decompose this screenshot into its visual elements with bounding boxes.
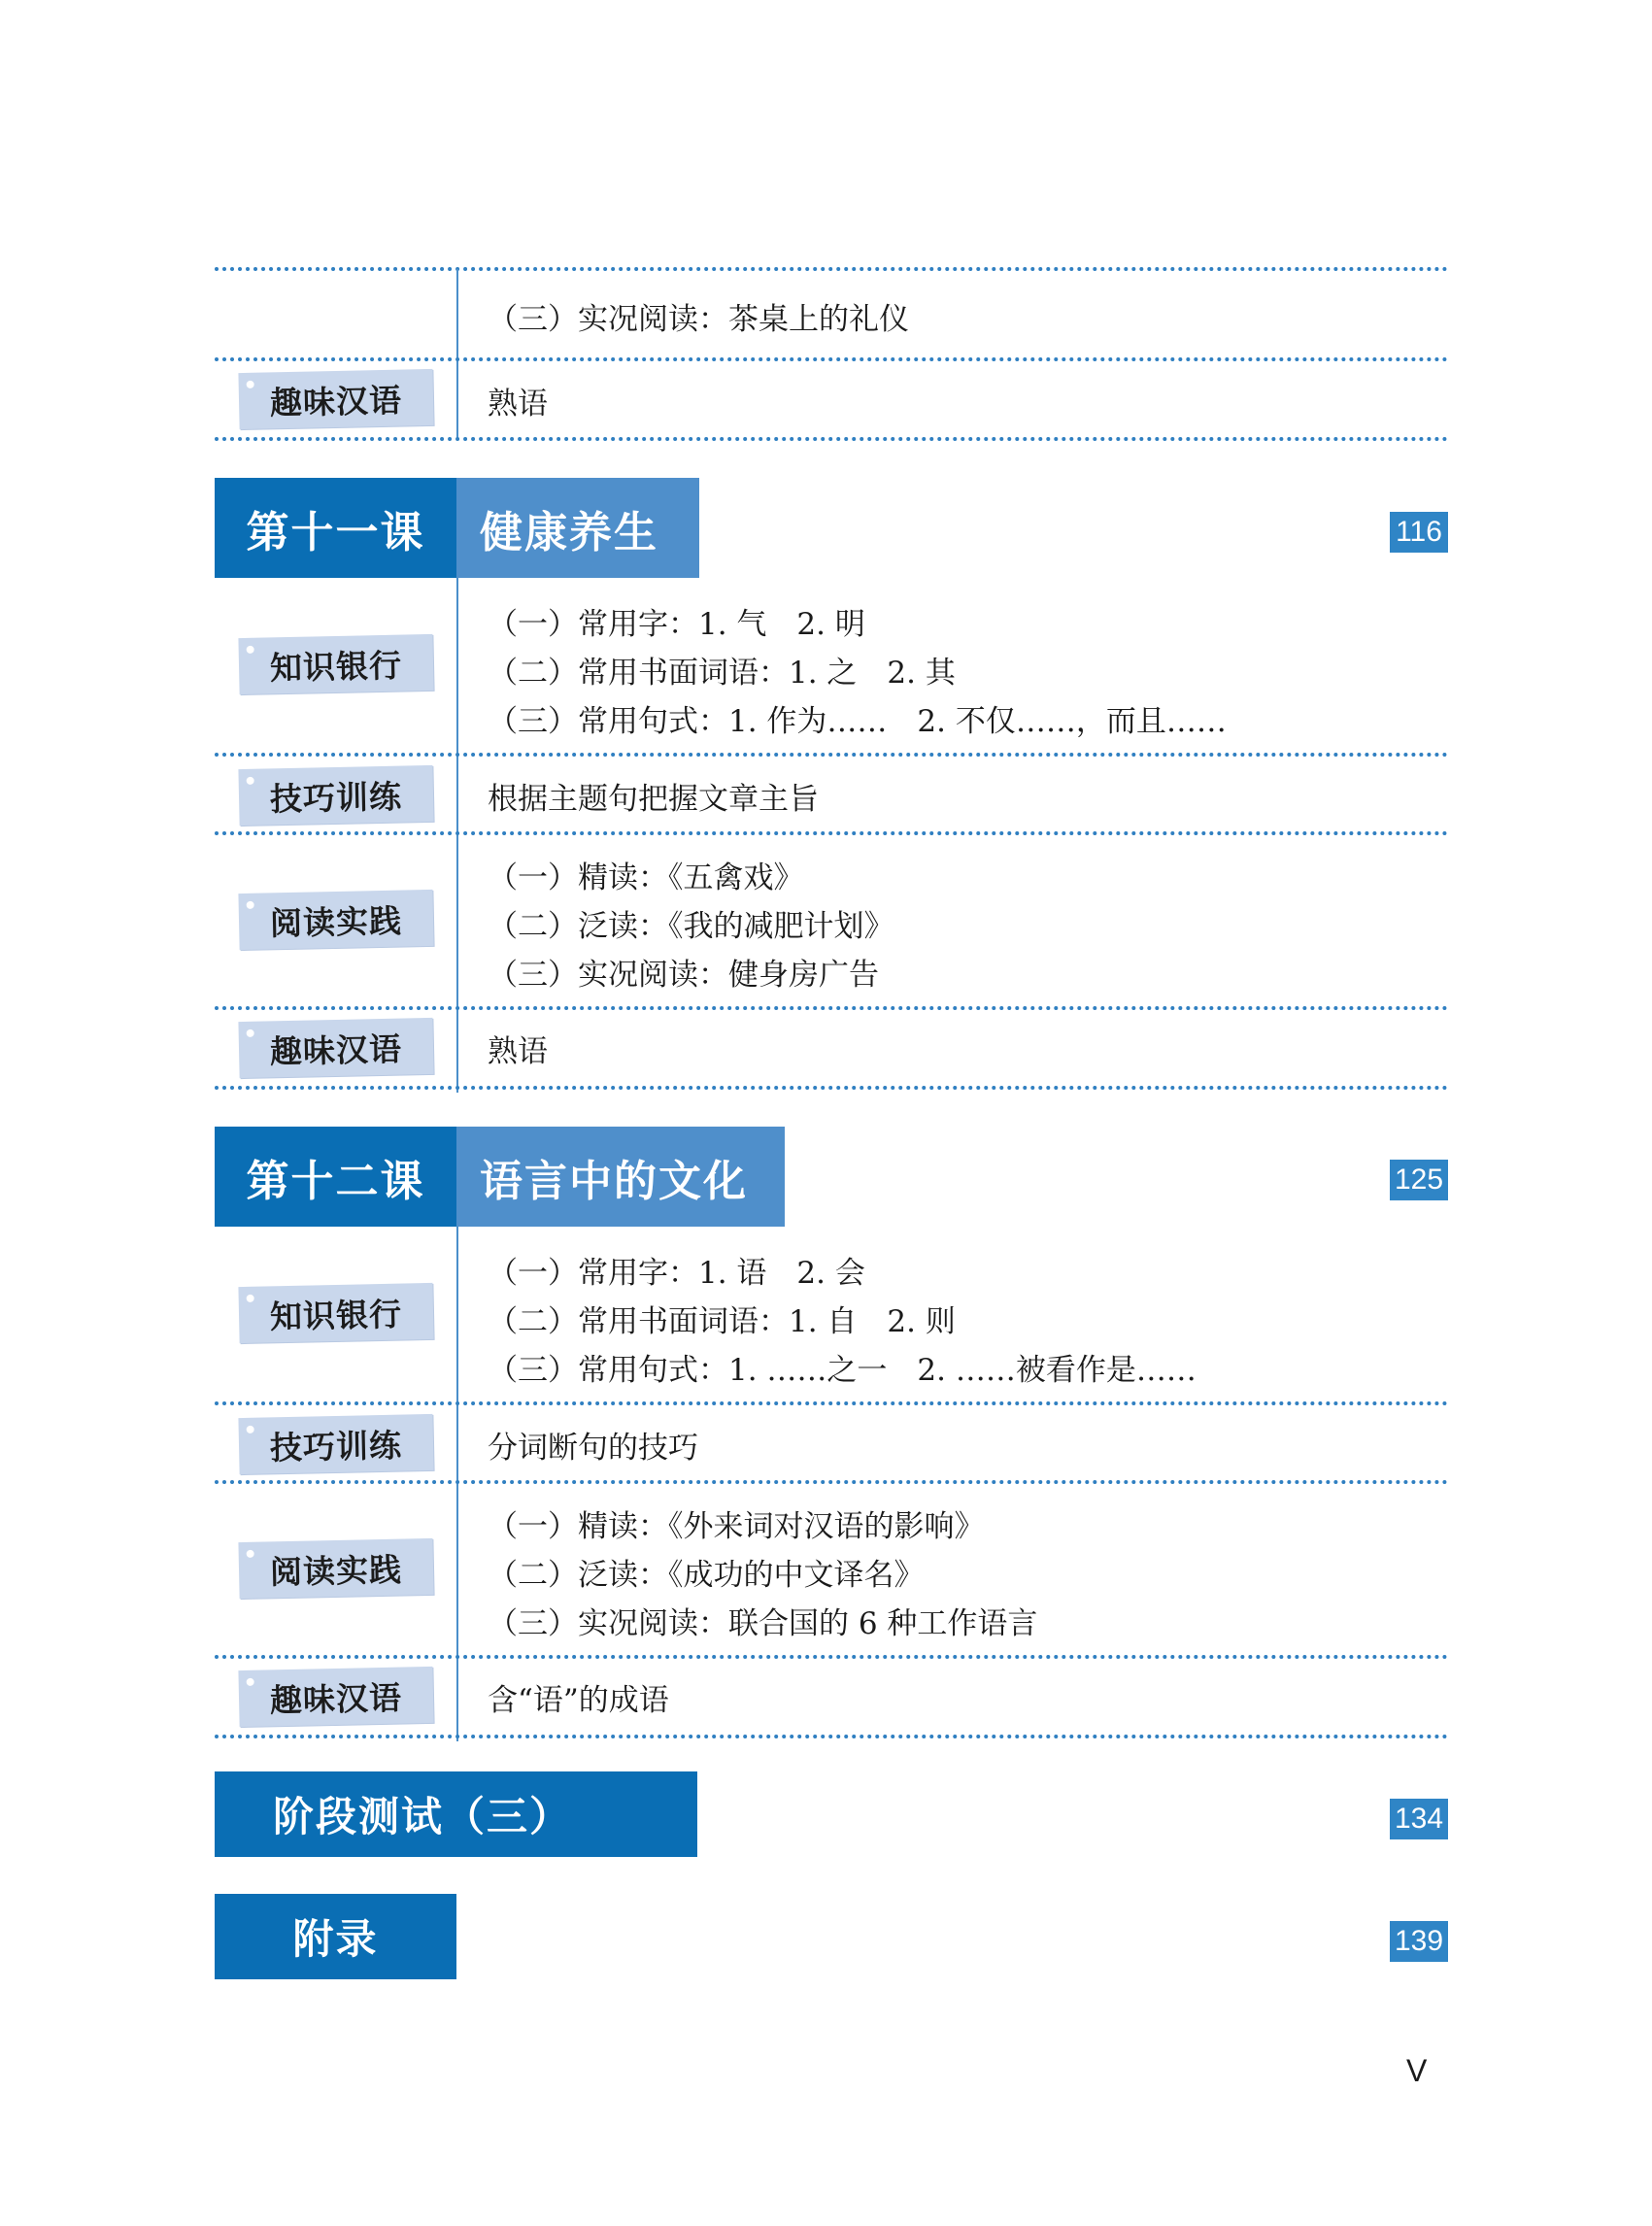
category-tag-quwei [238, 369, 433, 429]
toc-entry: （三）常用句式：1. ……之一 2. ……被看作是…… [488, 1353, 1197, 1388]
divider [215, 1480, 1448, 1484]
page-number-badge[interactable]: 134 [1390, 1799, 1448, 1839]
divider [215, 267, 1448, 271]
toc-entry: （一）精读：《五禽戏》 [488, 860, 804, 895]
category-tag-jiqiao [238, 1414, 433, 1474]
page-number-badge[interactable]: 116 [1390, 512, 1448, 553]
toc-entry: （三）常用句式：1. 作为…… 2. 不仅……，而且…… [488, 704, 1227, 739]
category-label: 知识银行 [269, 646, 403, 687]
divider [215, 1401, 1448, 1405]
divider [215, 1735, 1448, 1738]
divider [215, 1006, 1448, 1010]
toc-entry: （二）泛读：《成功的中文译名》 [488, 1558, 925, 1593]
category-label: 阅读实践 [269, 901, 403, 942]
toc-entry: （二）常用书面词语：1. 自 2. 则 [488, 1304, 956, 1339]
toc-entry: （二）常用书面词语：1. 之 2. 其 [488, 656, 956, 691]
divider [215, 357, 1448, 361]
divider [215, 437, 1448, 441]
lesson-number[interactable]: 第十一课 [215, 478, 456, 578]
lesson-number[interactable]: 第十二课 [215, 1127, 456, 1227]
category-tag-quwei [238, 1018, 433, 1078]
category-tag-zhishi [238, 1283, 433, 1343]
toc-entry: 熟语 [488, 1034, 548, 1069]
toc-entry: （三）实况阅读：茶桌上的礼仪 [488, 302, 909, 337]
column-divider [456, 1227, 458, 1741]
category-tag-zhishi [238, 634, 433, 694]
category-label: 趣味汉语 [269, 381, 403, 422]
toc-entry: （一）精读：《外来词对汉语的影响》 [488, 1509, 985, 1544]
divider [215, 831, 1448, 835]
appendix-heading[interactable]: 附录 [215, 1894, 456, 1979]
toc-entry: （三）实况阅读：联合国的 6 种工作语言 [488, 1606, 1038, 1641]
divider [215, 753, 1448, 757]
column-divider [456, 269, 458, 439]
toc-entry: （三）实况阅读：健身房广告 [488, 958, 879, 993]
footer-page-number: V [1406, 2053, 1428, 2088]
category-tag-yuedu [238, 890, 433, 950]
divider [215, 1086, 1448, 1090]
toc-entry: 分词断句的技巧 [488, 1431, 698, 1466]
toc-entry: （一）常用字：1. 气 2. 明 [488, 607, 865, 642]
page-number-badge[interactable]: 125 [1390, 1160, 1448, 1200]
category-label: 技巧训练 [269, 1426, 403, 1467]
page-number-badge[interactable]: 139 [1390, 1921, 1448, 1962]
category-label: 趣味汉语 [269, 1678, 403, 1719]
toc-entry: 根据主题句把握文章主旨 [488, 782, 819, 817]
toc-entry: （一）常用字：1. 语 2. 会 [488, 1256, 865, 1291]
column-divider [456, 578, 458, 1093]
lesson-title[interactable]: 语言中的文化 [456, 1127, 785, 1227]
lesson-title[interactable]: 健康养生 [456, 478, 699, 578]
toc-entry: 含“语”的成语 [488, 1683, 669, 1718]
divider [215, 1655, 1448, 1659]
stage-test-heading[interactable]: 阶段测试（三） [215, 1771, 697, 1857]
category-label: 阅读实践 [269, 1550, 403, 1591]
toc-entry: 熟语 [488, 387, 548, 422]
category-label: 技巧训练 [269, 777, 403, 818]
category-label: 知识银行 [269, 1295, 403, 1335]
category-tag-quwei [238, 1667, 433, 1727]
category-tag-yuedu [238, 1538, 433, 1599]
category-tag-jiqiao [238, 765, 433, 826]
toc-entry: （二）泛读：《我的减肥计划》 [488, 909, 894, 944]
category-label: 趣味汉语 [269, 1029, 403, 1070]
